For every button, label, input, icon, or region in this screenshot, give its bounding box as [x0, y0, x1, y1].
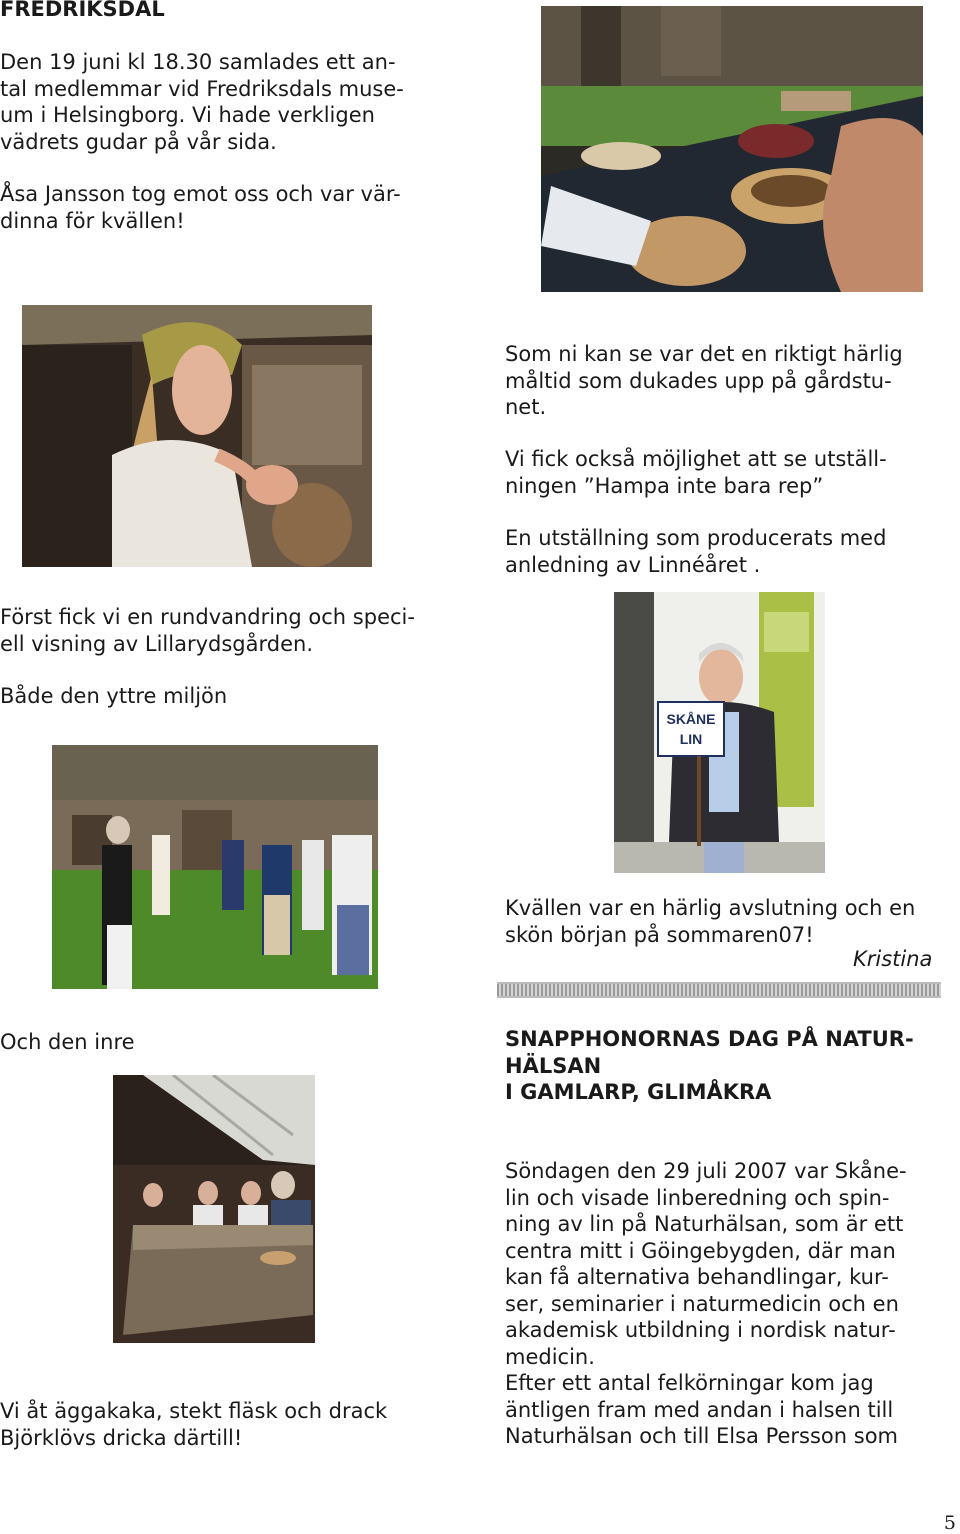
text-line: tal medlemmar vid Fredriksdals muse-	[0, 76, 404, 101]
article-body	[505, 1158, 907, 1450]
photo-woman-headscarf	[22, 305, 372, 567]
tour-paragraph	[0, 604, 415, 657]
text-line: anledning av Linnéåret .	[505, 552, 761, 577]
sign-line-2: LIN	[679, 731, 703, 747]
text-line: Vi åt äggakaka, stekt fläsk och drack	[0, 1399, 388, 1423]
text-line: Efter ett antal felkörningar kom jag	[505, 1371, 874, 1395]
host-paragraph	[0, 181, 401, 234]
text-line: kan få alternativa behandlingar, kur-	[505, 1265, 889, 1289]
intro-paragraph	[0, 49, 404, 155]
text-line: net.	[505, 395, 547, 419]
text-line: äntligen fram med andan i halsen till	[505, 1397, 894, 1422]
text-line: Både den yttre miljön	[0, 684, 228, 708]
text-line: måltid som dukades upp på gårdstu-	[505, 368, 892, 393]
text-line: Som ni kan se var det en riktigt härlig	[505, 342, 903, 366]
text-line: Björklövs dricka därtill!	[0, 1425, 243, 1450]
signature: Kristina	[853, 947, 933, 971]
page-heading: FREDRIKSDAL	[0, 0, 165, 21]
text-line: skön början på sommaren07!	[505, 922, 814, 947]
exhibit-paragraph	[505, 446, 887, 499]
text-line: ning av lin på Naturhälsan, som är ett	[505, 1212, 904, 1236]
text-line: um i Helsingborg. Vi hade verkligen	[0, 103, 375, 127]
text-line: Först fick vi en rundvandring och speci-	[0, 605, 415, 629]
text-line: En utställning som producerats med	[505, 526, 887, 550]
text-line: akademisk utbildning i nordisk natur-	[505, 1318, 896, 1342]
text-line: dinna för kvällen!	[0, 208, 185, 233]
food-paragraph	[0, 1398, 387, 1451]
text-line: Naturhälsan och till Elsa Persson som	[505, 1424, 899, 1448]
section-divider	[497, 982, 941, 998]
photo-dinner-table	[541, 6, 923, 292]
page-number: 5	[943, 1512, 956, 1534]
text-line: Den 19 juni kl 18.30 samlades ett an-	[0, 50, 396, 74]
text-line: ningen ”Hampa inte bara rep”	[505, 473, 824, 498]
text-line: I GAMLARP, GLIMÅKRA	[505, 1080, 772, 1104]
evening-paragraph	[505, 895, 915, 948]
text-line: SNAPPHONORNAS DAG PÅ NATUR-	[505, 1027, 914, 1051]
text-line: Kvällen var en härlig avslutning och en	[505, 896, 916, 920]
text-line: medicin.	[505, 1344, 595, 1369]
photo-woman-with-sign	[614, 592, 825, 873]
article-title	[505, 1026, 914, 1106]
inner-caption	[0, 1029, 135, 1056]
text-line: Söndagen den 29 juli 2007 var Skåne-	[505, 1159, 907, 1183]
text-line: ell visning av Lillarydsgården.	[0, 631, 314, 656]
text-line: ser, seminarier i naturmedicin och en	[505, 1291, 899, 1316]
text-line: Åsa Jansson tog emot oss och var vär-	[0, 182, 401, 206]
sign-line-1: SKÅNE	[666, 711, 716, 727]
text-line: vädrets gudar på vår sida.	[0, 129, 277, 154]
text-line: Vi fick också möjlighet att se utställ-	[505, 447, 887, 471]
text-line: lin och visade linberedning och spin-	[505, 1185, 890, 1210]
photo-group-outdoors	[52, 745, 378, 989]
text-line: Och den inre	[0, 1030, 135, 1054]
photo-indoor-table	[113, 1075, 315, 1343]
text-line: centra mitt i Göingebygden, där man	[505, 1238, 896, 1263]
meal-paragraph	[505, 341, 903, 421]
outer-caption	[0, 683, 227, 710]
text-line: HÄLSAN	[505, 1053, 602, 1078]
linne-paragraph	[505, 525, 886, 578]
